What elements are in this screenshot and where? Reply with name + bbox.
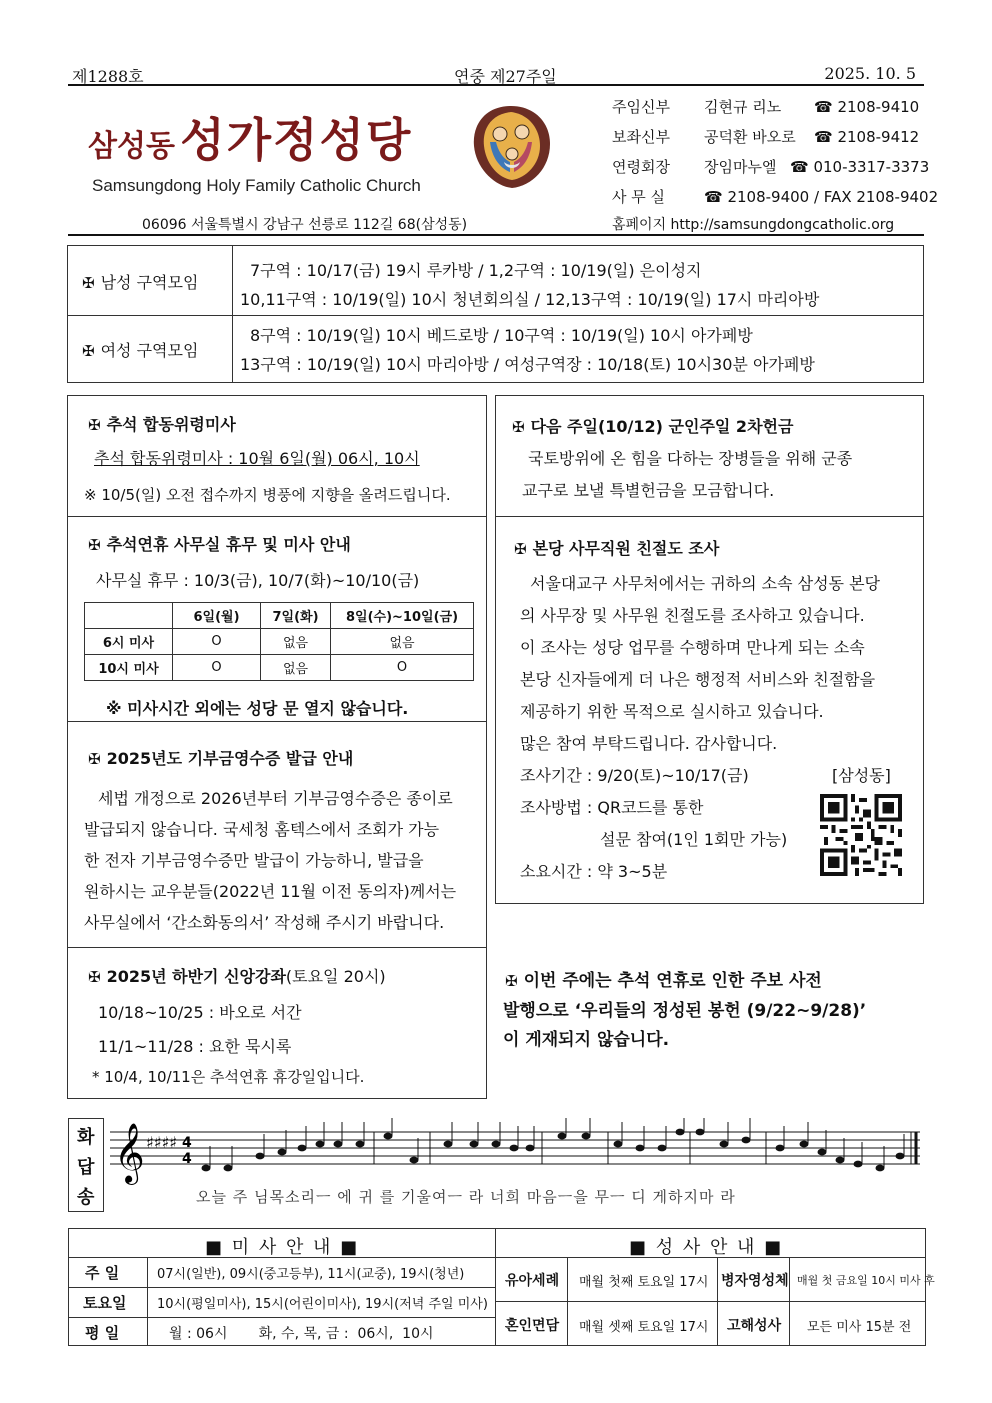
survey-line: 서울대교구 사무처에서는 귀하의 소속 삼성동 본당 bbox=[530, 574, 881, 593]
left-column bbox=[67, 395, 487, 1099]
notice-line: ✠ 이번 주에는 추석 연휴로 인한 주보 사전 bbox=[505, 971, 822, 991]
survey-line: 많은 참여 부탁드립니다. 감사합니다. bbox=[520, 734, 778, 753]
table-cell: 없음 bbox=[261, 629, 331, 655]
note-head bbox=[818, 1149, 827, 1156]
table-cell: 6일(월) bbox=[173, 603, 261, 629]
issue-number: 제1288호 bbox=[72, 67, 144, 86]
lecture-heading: ✠ 2025년 하반기 신앙강좌(토요일 20시) bbox=[88, 967, 386, 986]
lecture-line: 11/1~11/28 : 요한 묵시록 bbox=[98, 1037, 292, 1056]
receipt-heading: ✠ 2025년도 기부금영수증 발급 안내 bbox=[88, 749, 354, 768]
note-head bbox=[278, 1149, 287, 1156]
title-big: 성가정성당 bbox=[180, 113, 413, 167]
table-row bbox=[85, 655, 474, 681]
contact-phone: ☎ 2108-9410 bbox=[814, 98, 920, 116]
note-head bbox=[800, 1141, 809, 1148]
schedule-box bbox=[68, 1228, 935, 1346]
survey-period: 조사기간 : 9/20(토)~10/17(금) bbox=[520, 766, 749, 785]
table-cell bbox=[85, 603, 173, 629]
table-cell: 6시 미사 bbox=[85, 629, 173, 655]
table-cell: 8일(수)~10일(금) bbox=[331, 603, 474, 629]
chuseok-mass-heading: ✠ 추석 합동위령미사 bbox=[88, 415, 236, 434]
mass-day: 토요일 bbox=[83, 1294, 127, 1312]
contact-label: 주임신부 bbox=[612, 98, 670, 116]
cross-mark-icon: ✠ bbox=[88, 416, 101, 434]
homepage-link[interactable]: 홈페이지 http://samsungdongcatholic.org bbox=[612, 217, 895, 233]
cross-mark-icon: ✠ bbox=[505, 972, 518, 990]
church-title bbox=[88, 104, 412, 170]
men-district-line: 10,11구역 : 10/19(일) 10시 청년회의실 / 12,13구역 : 10/19(일) 17시 마리아방 bbox=[240, 290, 820, 309]
note-head bbox=[334, 1141, 343, 1148]
issue-date: 2025. 10. 5 bbox=[824, 64, 916, 83]
women-district-line: 13구역 : 10/19(일) 10시 마리아방 / 여성구역장 : 10/18(토) 10시30분 아가페방 bbox=[240, 355, 815, 374]
note-head bbox=[854, 1161, 863, 1168]
receipt-line: 원하시는 교우분들(2022년 11월 이전 동의자)께서는 bbox=[84, 882, 457, 901]
survey-tag: [삼성동] bbox=[832, 766, 891, 785]
sacrament-info-title: ■ 성 사 안 내 ■ bbox=[629, 1237, 784, 1258]
note-head bbox=[658, 1145, 667, 1152]
note-head bbox=[582, 1133, 591, 1140]
cross-mark-icon: ✠ bbox=[512, 418, 525, 436]
title-small: 삼성동 bbox=[88, 129, 175, 164]
note-head bbox=[470, 1141, 479, 1148]
address: 06096 서울특별시 강남구 선릉로 112길 68(삼성동) bbox=[142, 217, 468, 233]
receipt-line: 한 전자 기부금영수증만 발급이 가능하니, 발급을 bbox=[84, 851, 424, 870]
office-closure: 사무실 휴무 : 10/3(금), 10/7(화)~10/10(금) bbox=[96, 571, 420, 590]
receipt-line: 세법 개정으로 2026년부터 기부금영수증은 종이로 bbox=[98, 789, 453, 808]
note-head bbox=[410, 1157, 419, 1164]
cross-mark-icon: ✠ bbox=[88, 750, 101, 768]
note-head bbox=[896, 1153, 905, 1160]
mass-time: 월 : 06시 화, 수, 목, 금 : 06시, 10시 bbox=[169, 1326, 434, 1342]
note-head bbox=[676, 1129, 685, 1136]
svg-text:♯♯♯♯: ♯♯♯♯ bbox=[146, 1133, 177, 1152]
lecture-line: 10/18~10/25 : 바오로 서간 bbox=[98, 1003, 302, 1022]
contact-row bbox=[612, 122, 924, 152]
sacrament-value: 모든 미사 15분 전 bbox=[807, 1320, 912, 1335]
contact-row bbox=[612, 182, 939, 212]
table-cell: 없음 bbox=[261, 655, 331, 681]
note-head bbox=[836, 1157, 845, 1164]
hymn-label: 화 답 송 bbox=[68, 1118, 104, 1212]
music-staff bbox=[110, 1118, 926, 1188]
survey-method: 설문 참여(1인 1회만 가능) bbox=[600, 830, 788, 849]
header-top-line bbox=[68, 64, 924, 86]
contact-label: 보좌신부 bbox=[612, 128, 670, 146]
sacrament-value: 매월 셋째 토요일 17시 bbox=[579, 1320, 709, 1335]
note-head bbox=[316, 1141, 325, 1148]
district-meetings bbox=[67, 245, 924, 383]
holiday-mass-table bbox=[84, 602, 474, 681]
table-cell: O bbox=[173, 629, 261, 655]
mass-info-title: ■ 미 사 안 내 ■ bbox=[205, 1237, 360, 1258]
contact-name: 김현규 리노 bbox=[704, 98, 782, 116]
note-head bbox=[720, 1141, 729, 1148]
table-cell: O bbox=[331, 655, 474, 681]
mass-time: 07시(일반), 09시(중고등부), 11시(교중), 19시(청년) bbox=[157, 1267, 465, 1282]
holiday-note: ※ 미사시간 외에는 성당 문 열지 않습니다. bbox=[106, 699, 409, 718]
table-cell: 없음 bbox=[331, 629, 474, 655]
military-line: 교구로 보낼 특별헌금을 모금합니다. bbox=[522, 481, 775, 500]
sacrament-value: 매월 첫 금요일 10시 미사 후 bbox=[797, 1274, 935, 1287]
cross-mark-icon: ✠ bbox=[88, 968, 101, 986]
note-head bbox=[636, 1145, 645, 1152]
cross-mark-icon: ✠ bbox=[82, 342, 95, 360]
treble-clef-icon: 𝄞 bbox=[114, 1123, 145, 1183]
note-head bbox=[224, 1165, 233, 1172]
note-head bbox=[298, 1145, 307, 1152]
note-head bbox=[202, 1165, 211, 1172]
receipt-line: 사무실에서 ‘간소화동의서’ 작성해 주시기 바랍니다. bbox=[84, 913, 445, 932]
note-head bbox=[614, 1141, 623, 1148]
contact-phone: ☎ 2108-9400 / FAX 2108-9402 bbox=[704, 188, 939, 206]
holiday-heading: ✠ 추석연휴 사무실 휴무 및 미사 안내 bbox=[88, 535, 351, 554]
contact-phone: ☎ 2108-9412 bbox=[814, 128, 920, 146]
notice-line: 발행으로 ‘우리들의 정성된 봉헌 (9/22~9/28)’ bbox=[503, 1001, 867, 1021]
mass-time: 10시(평일미사), 15시(어린이미사), 19시(저녁 주일 미사) bbox=[157, 1297, 488, 1312]
note-head bbox=[510, 1145, 519, 1152]
cross-mark-icon: ✠ bbox=[82, 274, 95, 292]
church-title-en: Samsungdong Holy Family Catholic Church bbox=[92, 176, 421, 195]
address-line bbox=[68, 214, 924, 236]
note-head bbox=[776, 1145, 785, 1152]
survey-line: 제공하기 위한 목적으로 실시하고 있습니다. bbox=[520, 702, 824, 721]
survey-line: 의 사무장 및 사무원 친절도를 조사하고 있습니다. bbox=[520, 606, 865, 625]
military-heading: ✠ 다음 주일(10/12) 군인주일 2차헌금 bbox=[512, 417, 794, 436]
note-head bbox=[526, 1145, 535, 1152]
note-head bbox=[256, 1153, 265, 1160]
sacrament-key: 고해성사 bbox=[727, 1318, 782, 1334]
survey-duration: 소요시간 : 약 3~5분 bbox=[520, 862, 668, 881]
contact-phone: ☎ 010-3317-3373 bbox=[790, 158, 930, 176]
men-district-line: 7구역 : 10/17(금) 19시 루카방 / 1,2구역 : 10/19(일) 은이성지 bbox=[250, 261, 702, 280]
table-cell: 10시 미사 bbox=[85, 655, 173, 681]
table-header-row bbox=[85, 603, 474, 629]
note-head bbox=[742, 1137, 751, 1144]
mass-day: 평 일 bbox=[85, 1324, 120, 1342]
holy-family-logo bbox=[466, 102, 556, 192]
survey-method: 조사방법 : QR코드를 통한 bbox=[520, 798, 704, 817]
liturgical-week: 연중 제27주일 bbox=[454, 67, 557, 86]
note-head bbox=[558, 1133, 567, 1140]
contact-label: 연령회장 bbox=[612, 158, 670, 176]
chuseok-mass-note: ※ 10/5(일) 오전 접수까지 병풍에 지향을 올려드립니다. bbox=[84, 486, 451, 504]
women-district-heading: ✠ 여성 구역모임 bbox=[82, 341, 199, 360]
table-cell: O bbox=[173, 655, 261, 681]
lecture-line: * 10/4, 10/11은 추석연휴 휴강일입니다. bbox=[92, 1068, 365, 1086]
note-head bbox=[876, 1165, 885, 1172]
note-head bbox=[444, 1141, 453, 1148]
table-row bbox=[85, 629, 474, 655]
contact-row bbox=[612, 92, 924, 122]
note-head bbox=[696, 1129, 705, 1136]
contact-list bbox=[612, 92, 939, 212]
receipt-line: 발급되지 않습니다. 국세청 홈텍스에서 조회가 가능 bbox=[84, 820, 440, 839]
chuseok-mass-time: 추석 합동위령미사 : 10월 6일(월) 06시, 10시 bbox=[94, 449, 420, 468]
contact-label: 사 무 실 bbox=[612, 188, 666, 206]
contact-name: 장임마누엘 bbox=[704, 158, 777, 176]
cross-mark-icon: ✠ bbox=[514, 540, 527, 558]
note-head bbox=[492, 1141, 501, 1148]
survey-line: 이 조사는 성당 업무를 수행하며 만나게 되는 소속 bbox=[520, 638, 865, 657]
note-head bbox=[384, 1133, 393, 1140]
sacrament-key: 유아세례 bbox=[505, 1273, 560, 1289]
notice-line: 이 게재되지 않습니다. bbox=[503, 1030, 670, 1050]
survey-line: 본당 신자들에게 더 나은 행정적 서비스와 친절함을 bbox=[520, 670, 876, 689]
qr-code-icon[interactable] bbox=[820, 794, 902, 876]
sacrament-key: 혼인면담 bbox=[505, 1318, 560, 1334]
sacrament-value: 매월 첫째 토요일 17시 bbox=[579, 1275, 709, 1290]
cross-mark-icon: ✠ bbox=[88, 536, 101, 554]
note-head bbox=[356, 1141, 365, 1148]
military-line: 국토방위에 온 힘을 다하는 장병들을 위해 군종 bbox=[528, 449, 853, 468]
contact-row bbox=[612, 152, 930, 182]
women-district-line: 8구역 : 10/19(일) 10시 베드로방 / 10구역 : 10/19(일) 10시 아가페방 bbox=[250, 326, 753, 345]
men-district-heading: ✠ 남성 구역모임 bbox=[82, 273, 199, 292]
survey-heading: ✠ 본당 사무직원 친절도 조사 bbox=[514, 539, 720, 558]
hymn-lyrics: 오늘 주 님목소리ㅡ 에 귀 를 기울여ㅡ 라 너희 마음ㅡ을 무ㅡ 디 게하지마 라 bbox=[196, 1188, 736, 1206]
svg-text:4: 4 bbox=[182, 1135, 192, 1151]
mass-day: 주 일 bbox=[85, 1264, 120, 1282]
sacrament-key: 병자영성체 bbox=[721, 1273, 789, 1289]
contact-name: 공덕환 바오로 bbox=[704, 128, 796, 146]
svg-text:4: 4 bbox=[182, 1151, 192, 1167]
right-column bbox=[495, 395, 924, 904]
table-cell: 7일(화) bbox=[261, 603, 331, 629]
